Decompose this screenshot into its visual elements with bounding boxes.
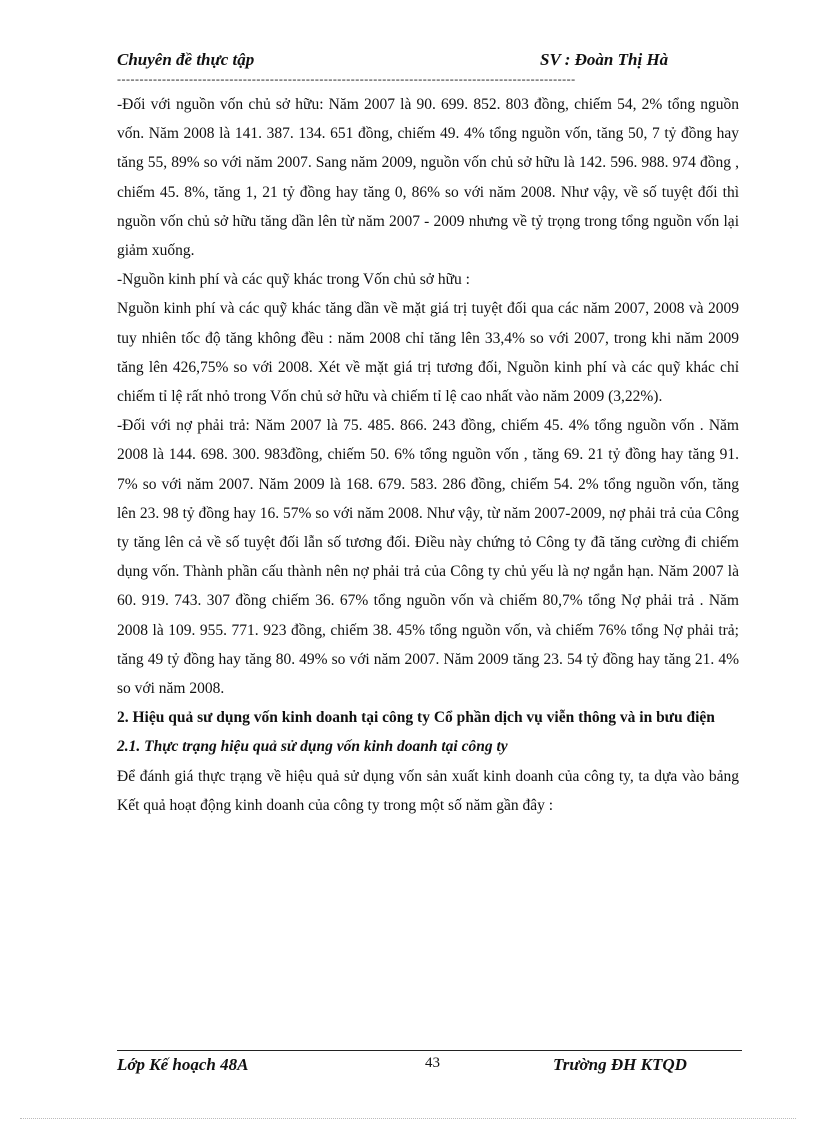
footer-school: Trường ĐH KTQD xyxy=(553,1055,687,1074)
paragraph-owner-equity: -Đối với nguồn vốn chủ sở hữu: Năm 2007 là 90. 699. 852. 803 đồng, chiếm 54, 2% tổng nguồn vốn. Năm 2008 là 141. 387. 134. 651 đồng, chiếm 49. 4% tổng nguồn vốn, tăng 50, 7 tỷ đồng hay tăng 55, 89% so với năm 2007. Sang năm 2009, nguồn vốn chủ sở hữu là 142. 596. 988. 974 đồng , chiếm 45. 8%, tăng 1, 21 tỷ đồng hay tăng 0, 86% so với năm 2008. Như vậy, về số tuyệt đối thì nguồn vốn chủ sở hữu tăng dần lên từ năm 2007 - 2009 nhưng về tỷ trọng trong tổng nguồn vốn lại giảm xuống. xyxy=(117,96,739,260)
header-title: Chuyên đề thực tập xyxy=(117,50,255,69)
page-edge-divider xyxy=(20,1118,796,1119)
paragraph-closing: Để đánh giá thực trạng về hiệu quả sử dụng vốn sản xuất kinh doanh của công ty, ta dựa vào bảng Kết quả hoạt động kinh doanh của công ty trong một số năm gần đây : xyxy=(117,767,739,814)
header-divider: ------------------------------------------------------------------------------------------------------ xyxy=(117,72,576,86)
page-body xyxy=(117,90,739,820)
subsection-heading: 2.1. Thực trạng hiệu quả sử dụng vốn kinh doanh tại công ty xyxy=(117,738,508,756)
paragraph-funds: Nguồn kinh phí và các quỹ khác tăng dần về mặt giá trị tuyệt đối qua các năm 2007, 2008 và 2009 tuy nhiên tốc độ tăng không đều : năm 2008 chỉ tăng lên 33,4% so với 2007, trong khi năm 2009 tăng lên 426,75% so với 2008. Xét về mặt giá trị tương đối, Nguồn kinh phí và các quỹ khác chỉ chiếm tỉ lệ rất nhỏ trong Vốn chủ sở hữu và chiếm tỉ lệ cao nhất vào năm 2009 (3,22%). xyxy=(117,300,739,406)
paragraph-funds-heading: -Nguồn kinh phí và các quỹ khác trong Vốn chủ sở hữu : xyxy=(117,271,470,289)
paragraph-liabilities: -Đối với nợ phải trả: Năm 2007 là 75. 485. 866. 243 đồng, chiếm 45. 4% tổng nguồn vốn . Năm 2008 là 144. 698. 300. 983đồng, chiếm 50. 6% tổng nguồn vốn , tăng 69. 21 tỷ đồng hay tăng 91. 7% so với năm 2007. Năm 2009 là 168. 679. 583. 286 đồng, chiếm 54. 2% tổng nguồn vốn, tăng lên 23. 98 tỷ đồng hay 16. 57% so với năm 2008. Như vậy, từ năm 2007-2009, nợ phải trả của Công ty tăng lên cả về số tuyệt đối lẫn số tương đối. Điều này chứng tỏ Công ty đã tăng cường đi chiếm dụng vốn. Thành phần cấu thành nên nợ phải trả của Công ty chủ yếu là nợ ngắn hạn. Năm 2007 là 60. 919. 743. 307 đồng chiếm 36. 67% tổng nguồn vốn và chiếm 80,7% tổng Nợ phải trả . Năm 2008 là 109. 955. 771. 923 đồng, chiếm 38. 45% tổng nguồn vốn, và chiếm 76% tổng Nợ phải trả; tăng 49 tỷ đồng hay tăng 80. 49% so với năm 2007. Năm 2009 tăng 23. 54 tỷ đồng hay tăng 21. 4% so với năm 2008. xyxy=(117,417,739,698)
page-number: 43 xyxy=(425,1055,440,1071)
page-footer xyxy=(117,1055,742,1079)
footer-divider xyxy=(117,1050,742,1051)
header-author: SV : Đoàn Thị Hà xyxy=(540,50,669,69)
section-heading: 2. Hiệu quả sư dụng vốn kinh doanh tại công ty Cổ phần dịch vụ viễn thông và in bưu điện xyxy=(117,709,715,727)
page-header xyxy=(117,50,717,72)
footer-class: Lớp Kế hoạch 48A xyxy=(117,1055,249,1074)
